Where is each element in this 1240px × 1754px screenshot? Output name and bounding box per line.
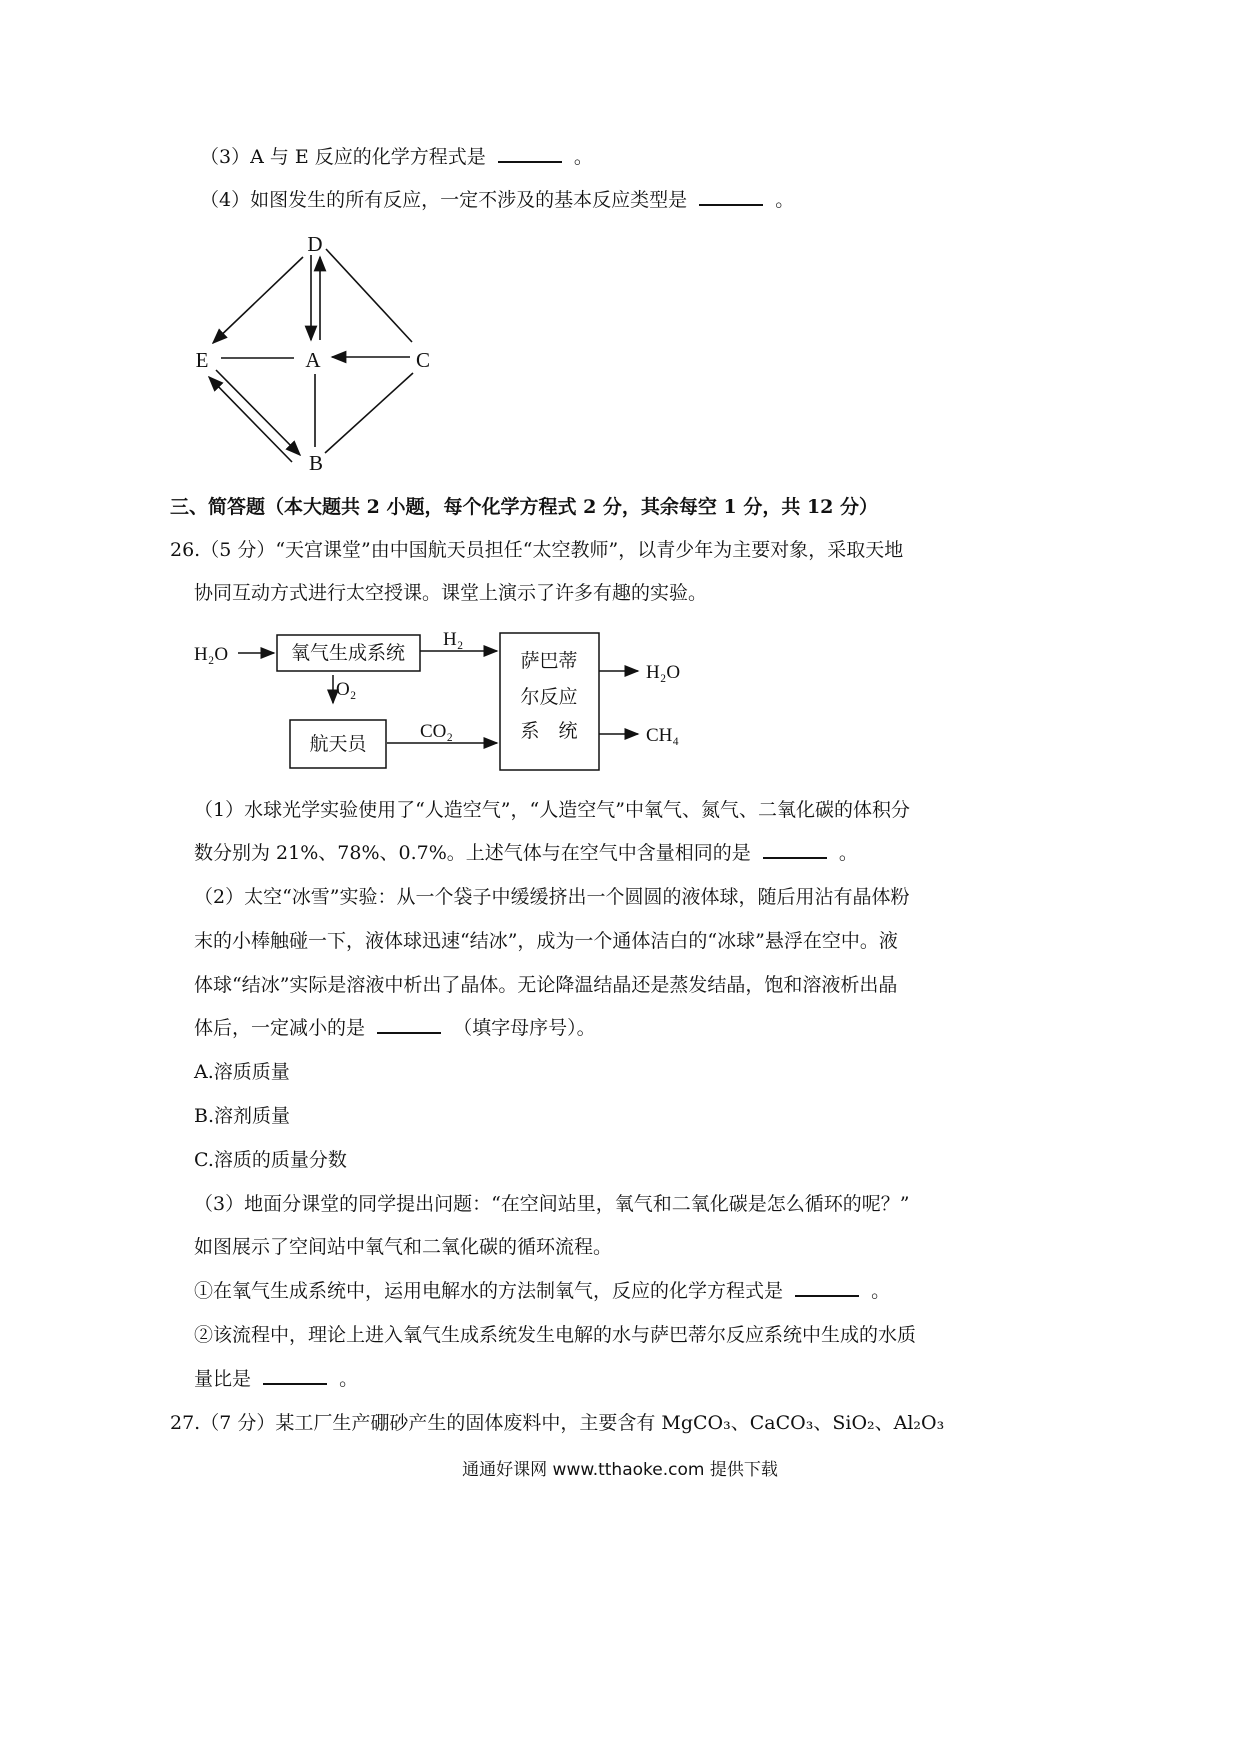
q27-intro — [170, 1410, 944, 1436]
q26-part1-text: 数分别为 21%、78%、0.7%。上述气体与在空气中含量相同的是 — [194, 842, 751, 864]
label-co2: CO₂ — [420, 721, 454, 742]
q26-part1-line2 — [194, 840, 858, 866]
q26-part1-line1: （1）水球光学实验使用了“人造空气”，“人造空气”中氧气、氮气、二氧化碳的体积分 — [194, 799, 910, 821]
q25-part4-end: 。 — [775, 189, 795, 211]
answer-blank[interactable] — [263, 1367, 327, 1385]
node-b: B — [308, 451, 324, 475]
answer-blank[interactable] — [377, 1016, 441, 1034]
node-a: A — [305, 348, 321, 372]
option-a[interactable]: A.溶质质量 — [194, 1061, 290, 1083]
node-e: E — [195, 348, 209, 372]
line-c-b — [325, 373, 413, 453]
arrow-e-to-b — [216, 370, 300, 455]
node-d: D — [307, 232, 323, 256]
label-h2o-out: H₂O — [646, 662, 681, 683]
label-h2: H₂ — [443, 629, 464, 650]
label-astronaut: 航天员 — [309, 733, 367, 755]
label-ch4: CH₄ — [646, 725, 680, 746]
q26-intro-line2: 协同互动方式进行太空授课。课堂上演示了许多有趣的实验。 — [194, 582, 708, 604]
section-heading: 三、简答题（本大题共 2 小题，每个化学方程式 2 分，其余每空 1 分，共 12 分） — [170, 496, 879, 518]
label-oxygen-system: 氧气生成系统 — [290, 642, 406, 664]
label-sabatier-2: 尔反应 — [520, 686, 578, 708]
q26-part3-sub1-text: ①在氧气生成系统中，运用电解水的方法制氧气，反应的化学方程式是 — [194, 1280, 784, 1302]
q26-part3-sub2-line2 — [194, 1366, 358, 1392]
q27-intro-text: 27.（7 分）某工厂生产硼砂产生的固体废料中，主要含有 — [170, 1412, 656, 1434]
q26-part3-sub2-line1: ②该流程中，理论上进入氧气生成系统发生电解的水与萨巴蒂尔反应系统中生成的水质 — [194, 1324, 917, 1346]
q26-intro-line1: 26.（5 分）“天宫课堂”由中国航天员担任“太空教师”，以青少年为主要对象，采取天地 — [170, 539, 904, 561]
answer-blank[interactable] — [763, 841, 827, 859]
arrow-b-to-e — [209, 377, 292, 462]
option-c[interactable]: C.溶质的质量分数 — [194, 1149, 347, 1171]
q26-part3-line2: 如图展示了空间站中氧气和二氧化碳的循环流程。 — [194, 1236, 613, 1258]
oxygen-co2-cycle-flowchart — [190, 625, 710, 780]
label-sabatier-3: 系 统 — [520, 720, 578, 742]
q25-part3-text: （3）A 与 E 反应的化学方程式是 — [200, 146, 486, 168]
q26-part2-line3: 体球“结冰”实际是溶液中析出了晶体。无论降温结晶还是蒸发结晶，饱和溶液析出晶 — [194, 974, 898, 996]
label-o2: O₂ — [336, 679, 357, 700]
q26-part3-sub1 — [194, 1278, 890, 1304]
q25-part3 — [200, 144, 593, 170]
q26-part3-sub2-text: 量比是 — [194, 1368, 252, 1390]
q26-part3-sub2-end: 。 — [339, 1368, 359, 1390]
reaction-relation-diagram — [180, 225, 460, 480]
q25-part3-end: 。 — [573, 146, 593, 168]
answer-blank[interactable] — [795, 1279, 859, 1297]
label-sabatier-1: 萨巴蒂 — [520, 650, 578, 672]
q26-part3-sub1-end: 。 — [871, 1280, 891, 1302]
line-d-c — [326, 249, 412, 342]
q26-part2-line2: 末的小棒触碰一下，液体球迅速“结冰”，成为一个通体洁白的“冰球”悬浮在空中。液 — [194, 930, 898, 952]
option-b[interactable]: B.溶剂质量 — [194, 1105, 291, 1127]
q26-part3-line1: （3）地面分课堂的同学提出问题：“在空间站里，氧气和二氧化碳是怎么循环的呢？” — [194, 1193, 910, 1215]
q26-part2-text: 体后，一定减小的是 — [194, 1017, 366, 1039]
arrow-d-to-e — [213, 257, 303, 343]
node-c: C — [415, 348, 431, 372]
q25-part4-text: （4）如图发生的所有反应，一定不涉及的基本反应类型是 — [200, 189, 688, 211]
q27-formulas: MgCO₃、CaCO₃、SiO₂、Al₂O₃ — [661, 1412, 945, 1434]
answer-blank[interactable] — [498, 145, 562, 163]
page-footer: 通通好课网 www.tthaoke.com 提供下载 — [462, 1460, 778, 1480]
answer-blank[interactable] — [699, 188, 763, 206]
q26-part2-line1: （2）太空“冰雪”实验：从一个袋子中缓缓挤出一个圆圆的液体球，随后用沾有晶体粉 — [194, 886, 910, 908]
q26-part2-line4 — [194, 1015, 596, 1041]
q26-part1-end: 。 — [838, 842, 858, 864]
label-h2o-in: H₂O — [194, 644, 229, 665]
q25-part4 — [200, 187, 794, 213]
q26-part2-end: （填字母序号）。 — [453, 1017, 596, 1039]
